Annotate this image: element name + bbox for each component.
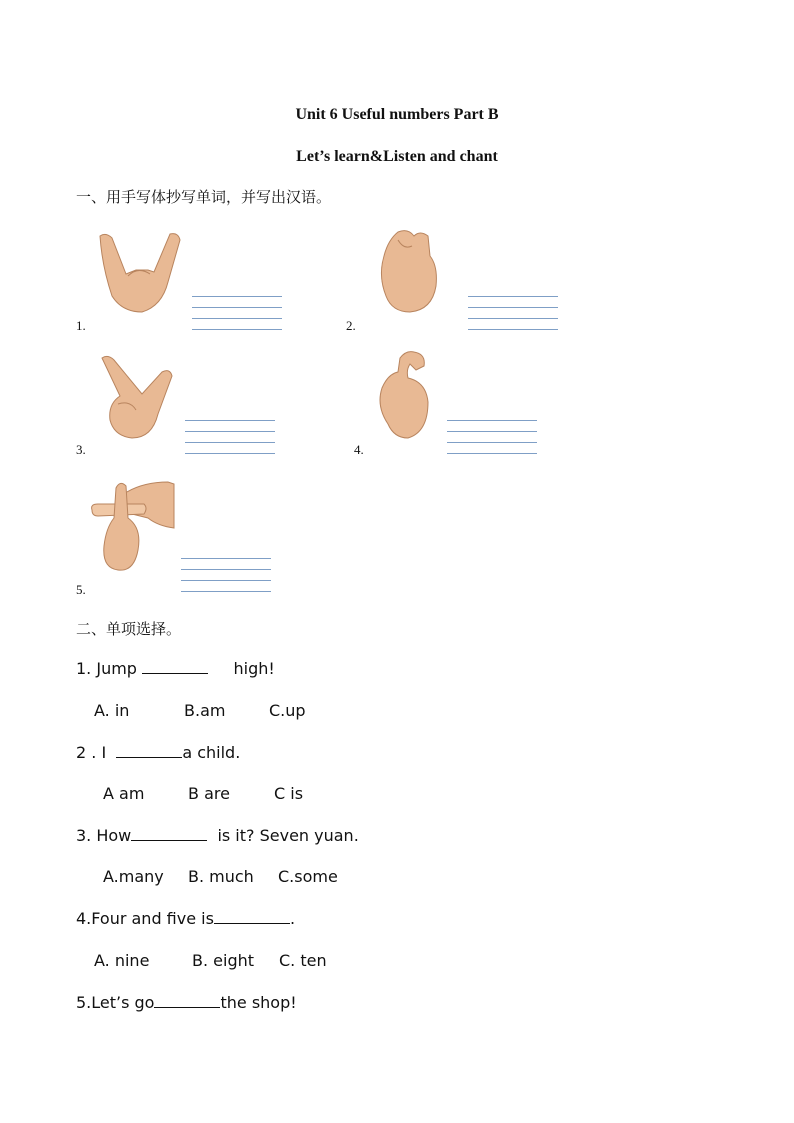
answer-blank-3[interactable]	[131, 826, 207, 841]
item-number-1: 1.	[76, 318, 86, 333]
question-4-prefix: 4.Four and five is	[76, 909, 214, 928]
question-5-suffix: the shop!	[220, 993, 297, 1012]
option-4b[interactable]: B. eight	[192, 951, 255, 970]
question-2	[76, 743, 240, 762]
question-2-suffix: a child.	[182, 743, 241, 762]
option-1a[interactable]: A. in	[94, 701, 130, 720]
answer-blank-4[interactable]	[214, 909, 290, 924]
answer-blank-2[interactable]	[116, 743, 182, 758]
option-3b[interactable]: B. much	[188, 867, 254, 886]
item-number-4: 4.	[354, 442, 364, 457]
hand-seven-image	[368, 226, 454, 316]
option-2b[interactable]: B are	[188, 784, 230, 803]
question-5-prefix: 5.Let’s go	[76, 993, 155, 1012]
option-4c[interactable]: C. ten	[279, 951, 327, 970]
question-1	[76, 659, 275, 678]
option-2c[interactable]: C is	[274, 784, 304, 803]
hand-eight-image	[96, 350, 184, 444]
question-3-suffix: is it? Seven yuan.	[207, 826, 359, 845]
item-number-5: 5.	[76, 582, 86, 597]
answer-blank-5[interactable]	[154, 993, 220, 1008]
item-number-2: 2.	[346, 318, 356, 333]
answer-blank-1[interactable]	[142, 659, 208, 674]
hand-nine-image	[370, 348, 446, 442]
question-1-prefix: 1. Jump	[76, 659, 143, 678]
item-number-3: 3.	[76, 442, 86, 457]
question-3-prefix: 3. How	[76, 826, 132, 845]
hand-six-image	[92, 226, 188, 316]
option-3c[interactable]: C.some	[278, 867, 338, 886]
question-4	[76, 909, 295, 928]
question-2-prefix: 2 . I	[76, 743, 117, 762]
writing-lines-4	[447, 420, 537, 454]
option-1c[interactable]: C.up	[269, 701, 306, 720]
question-5	[76, 993, 297, 1012]
option-1b[interactable]: B.am	[184, 701, 226, 720]
hand-ten-image	[88, 478, 178, 574]
page-subtitle: Let’s learn&Listen and chant	[296, 148, 498, 165]
writing-lines-2	[468, 296, 558, 330]
section1-heading: 一、用手写体抄写单词，并写出汉语。	[76, 188, 332, 206]
writing-lines-3	[185, 420, 275, 454]
option-4a[interactable]: A. nine	[94, 951, 150, 970]
question-4-suffix: .	[289, 909, 296, 928]
writing-lines-5	[181, 558, 271, 592]
question-1-suffix: high!	[208, 659, 275, 678]
option-3a[interactable]: A.many	[103, 867, 164, 886]
section2-heading: 二、单项选择。	[76, 620, 182, 638]
page-title: Unit 6 Useful numbers Part B	[295, 106, 499, 123]
question-3	[76, 826, 359, 845]
option-2a[interactable]: A am	[103, 784, 145, 803]
writing-lines-1	[192, 296, 282, 330]
